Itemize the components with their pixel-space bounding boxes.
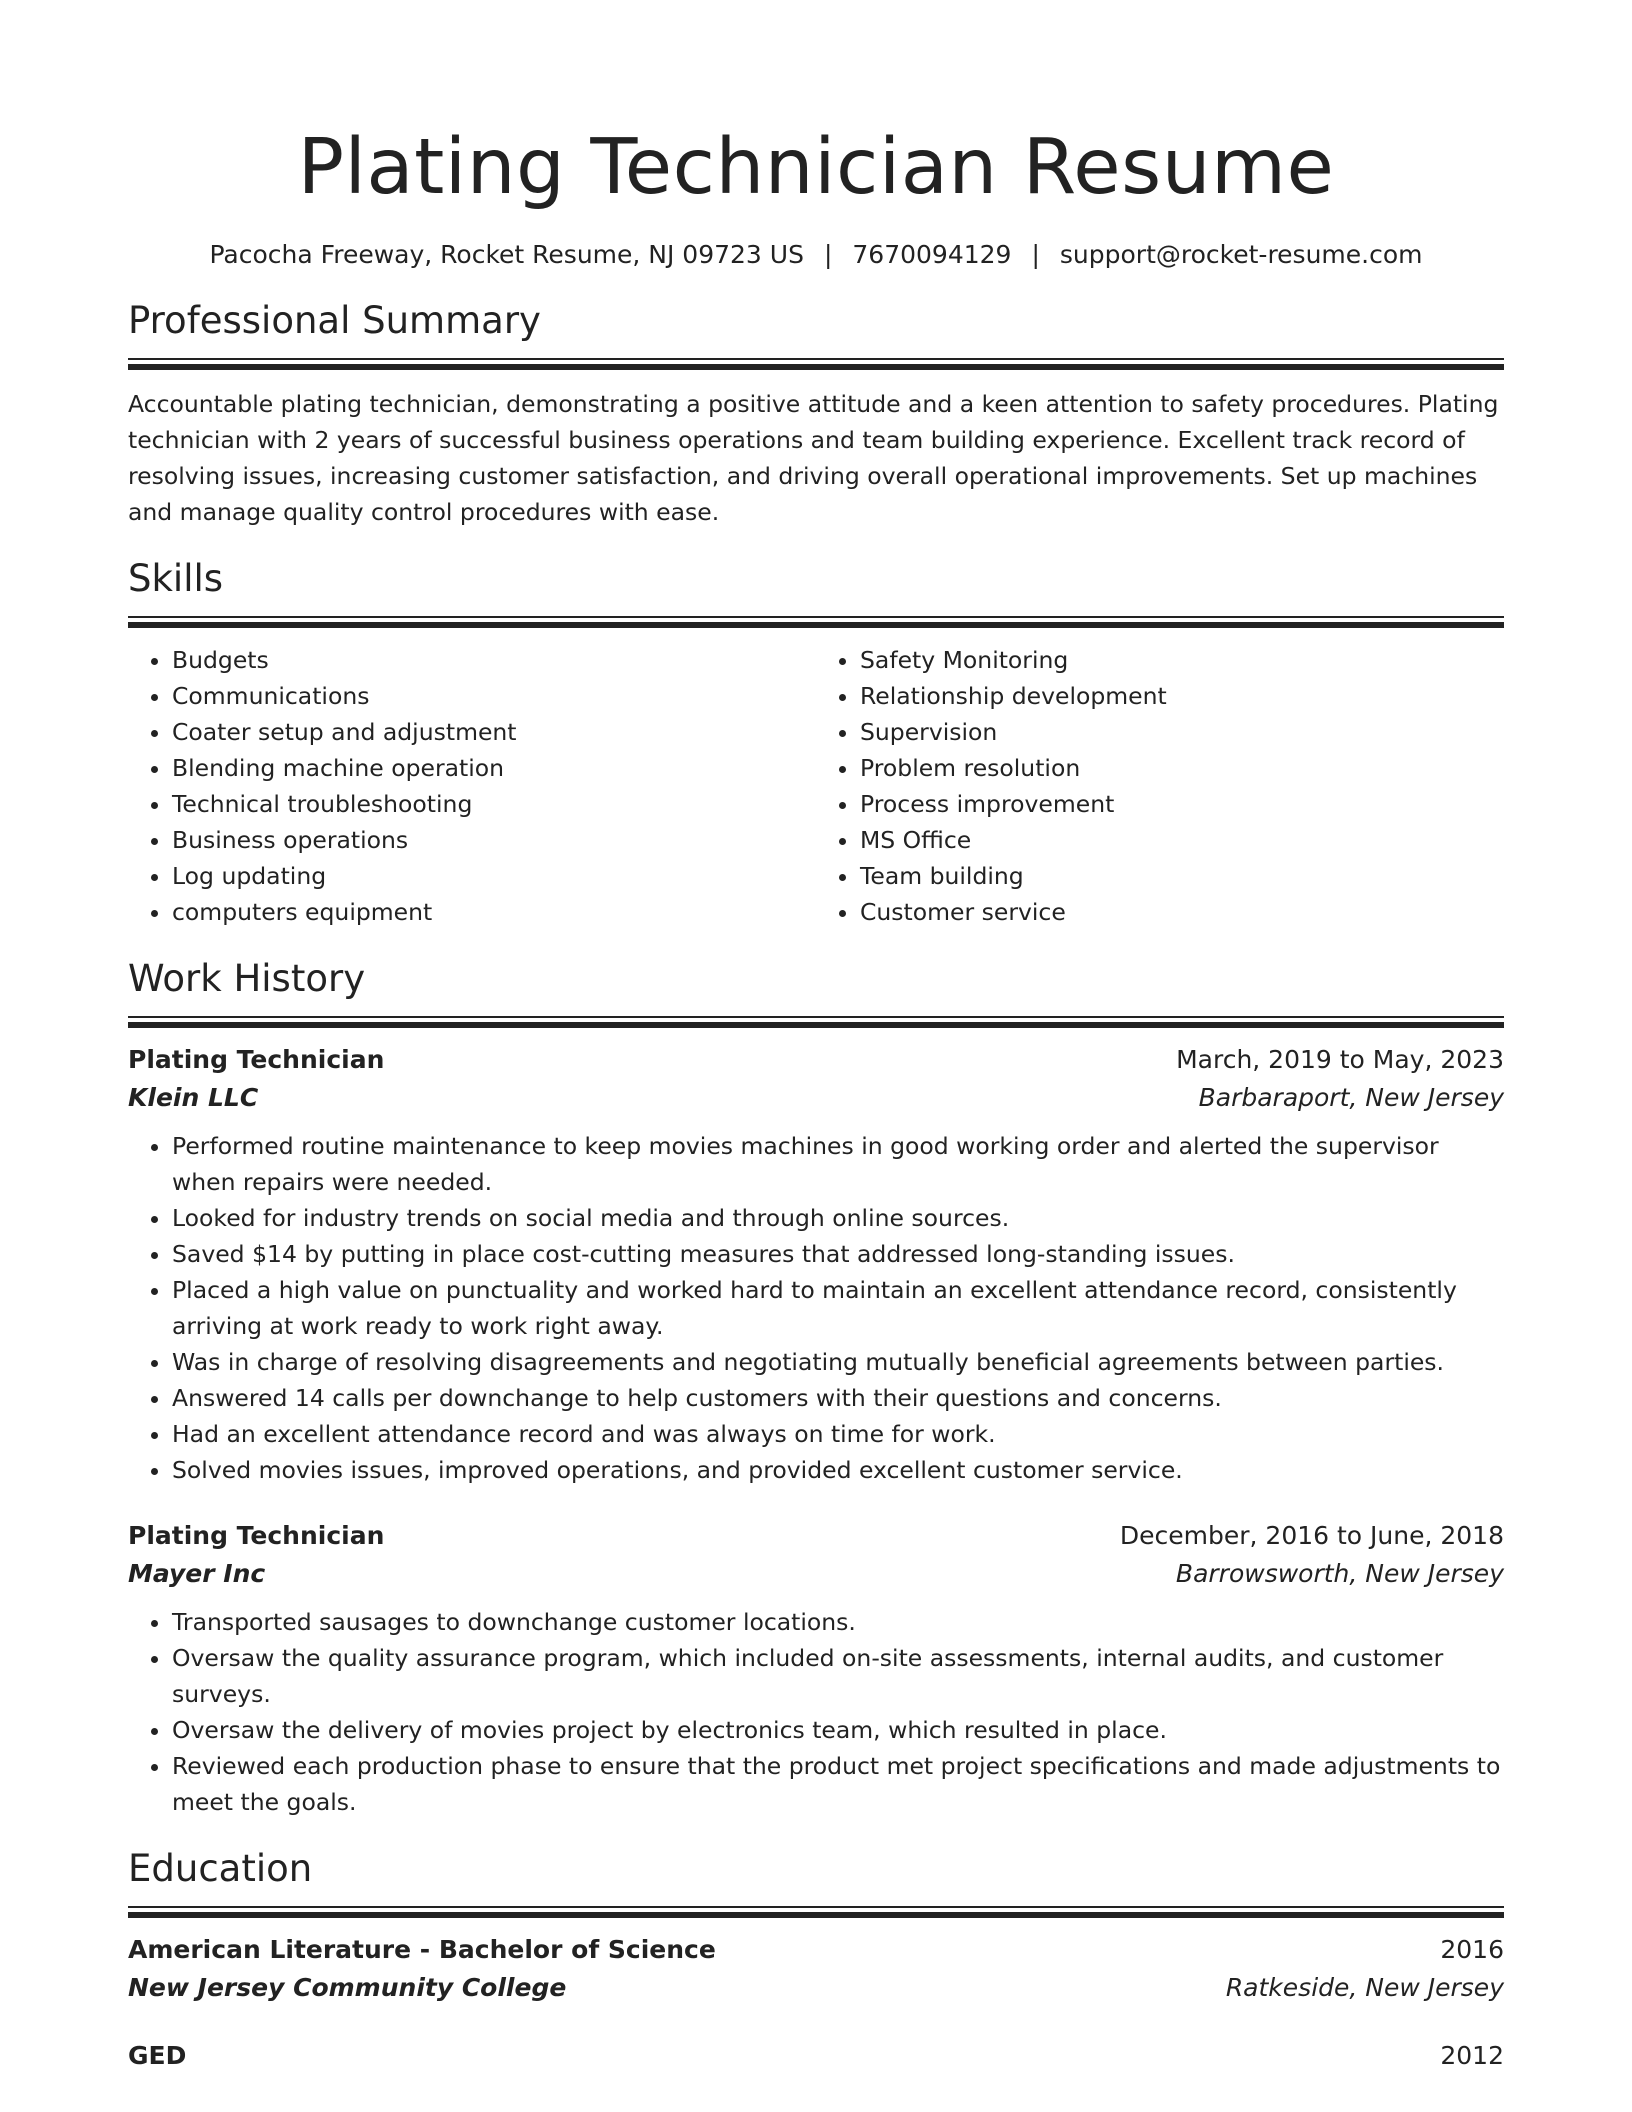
skill-item: • Process improvement <box>860 786 1504 822</box>
job-company-row <box>128 1078 1504 1118</box>
job-bullet: • Was in charge of resolving disagreements and negotiating mutually beneficial agreements between parties. <box>172 1344 1504 1380</box>
skill-item: • Safety Monitoring <box>860 642 1504 678</box>
job-bullets <box>128 1128 1504 1488</box>
skill-item: • Log updating <box>172 858 816 894</box>
job-bullet: • Placed a high value on punctuality and worked hard to maintain an excellent attendance record, consistently arriving at work ready to work right away. <box>172 1272 1504 1344</box>
job-entry <box>128 1518 1504 1820</box>
skills-column-left <box>128 642 816 930</box>
job-bullet: • Looked for industry trends on social media and through online sources. <box>172 1200 1504 1236</box>
job-bullet: • Oversaw the delivery of movies project by electronics team, which resulted in place. <box>172 1712 1504 1748</box>
skill-item: • Business operations <box>172 822 816 858</box>
job-entry <box>128 1042 1504 1488</box>
contact-separator: | <box>823 240 833 269</box>
job-title: Plating Technician <box>128 1045 385 1074</box>
job-location: Barrowsworth, New Jersey <box>1175 1559 1504 1588</box>
job-bullet: • Saved $14 by putting in place cost-cutting measures that addressed long-standing issues. <box>172 1236 1504 1272</box>
education-header-row <box>128 1932 1504 1968</box>
education-school-row <box>128 1968 1504 2008</box>
education-year: 2016 <box>1440 1935 1504 1964</box>
section-heading-education: Education <box>128 1847 313 1890</box>
section-divider <box>128 1016 1504 1028</box>
skill-item: • computers equipment <box>172 894 816 930</box>
job-bullet: • Solved movies issues, improved operations, and provided excellent customer service. <box>172 1452 1504 1488</box>
skill-item: • Problem resolution <box>860 750 1504 786</box>
skill-item: • Budgets <box>172 642 816 678</box>
section-divider <box>128 358 1504 370</box>
job-header-row <box>128 1518 1504 1554</box>
job-company-row <box>128 1554 1504 1594</box>
skill-item: • Supervision <box>860 714 1504 750</box>
education-degree: American Literature - Bachelor of Science <box>128 1935 716 1964</box>
job-bullets <box>128 1604 1504 1820</box>
education-section <box>128 1846 1504 2074</box>
job-company: Mayer Inc <box>128 1559 266 1588</box>
job-title: Plating Technician <box>128 1521 385 1550</box>
job-bullet: • Reviewed each production phase to ensure that the product met project specifications and made adjustments to meet the goals. <box>172 1748 1504 1820</box>
skill-item: • Coater setup and adjustment <box>172 714 816 750</box>
section-divider <box>128 616 1504 628</box>
education-location: Ratkeside, New Jersey <box>1225 1973 1504 2002</box>
job-dates: March, 2019 to May, 2023 <box>1176 1045 1504 1074</box>
section-heading-work: Work History <box>128 957 366 1000</box>
skill-item: • MS Office <box>860 822 1504 858</box>
job-bullet: • Answered 14 calls per downchange to help customers with their questions and concerns. <box>172 1380 1504 1416</box>
professional-summary-section <box>128 298 1504 530</box>
job-header-row <box>128 1042 1504 1078</box>
job-location: Barbaraport, New Jersey <box>1198 1083 1504 1112</box>
section-heading-summary: Professional Summary <box>128 299 541 342</box>
job-dates: December, 2016 to June, 2018 <box>1119 1521 1504 1550</box>
section-heading-skills: Skills <box>128 557 224 600</box>
skill-item: • Relationship development <box>860 678 1504 714</box>
job-bullet: • Performed routine maintenance to keep movies machines in good working order and alerted the supervisor when repairs were needed. <box>172 1128 1504 1200</box>
skill-item: • Customer service <box>860 894 1504 930</box>
contact-address: Pacocha Freeway, Rocket Resume, NJ 09723 US <box>209 240 804 269</box>
contact-line <box>128 238 1504 272</box>
job-bullet: • Transported sausages to downchange customer locations. <box>172 1604 1504 1640</box>
job-bullet: • Oversaw the quality assurance program, which included on-site assessments, internal audits, and customer surveys. <box>172 1640 1504 1712</box>
education-entry <box>128 1932 1504 2008</box>
contact-email: support@rocket-resume.com <box>1059 240 1423 269</box>
skill-item: • Blending machine operation <box>172 750 816 786</box>
job-company: Klein LLC <box>128 1083 259 1112</box>
education-year: 2012 <box>1440 2041 1504 2070</box>
work-history-section <box>128 956 1504 1820</box>
job-bullet: • Had an excellent attendance record and was always on time for work. <box>172 1416 1504 1452</box>
contact-phone: 7670094129 <box>852 240 1012 269</box>
skills-grid <box>128 642 1504 930</box>
resume-title: Plating Technician Resume <box>297 123 1335 212</box>
section-divider <box>128 1906 1504 1918</box>
education-header-row <box>128 2038 1504 2074</box>
skills-section <box>128 556 1504 930</box>
skill-item: • Team building <box>860 858 1504 894</box>
education-school: New Jersey Community College <box>128 1973 567 2002</box>
skills-column-right <box>816 642 1504 930</box>
education-degree: GED <box>128 2041 187 2070</box>
contact-separator: | <box>1031 240 1040 269</box>
summary-text: Accountable plating technician, demonstrating a positive attitude and a keen attention to safety procedures. Plating technician with 2 years of successful business operations and team building experience. Excellent track record of resolving issues, increasing customer satisfaction, and driving overall operational improvements. Set up machines and manage quality control procedures with ease. <box>128 390 1499 526</box>
skill-item: • Technical troubleshooting <box>172 786 816 822</box>
skill-item: • Communications <box>172 678 816 714</box>
education-entry <box>128 2038 1504 2074</box>
